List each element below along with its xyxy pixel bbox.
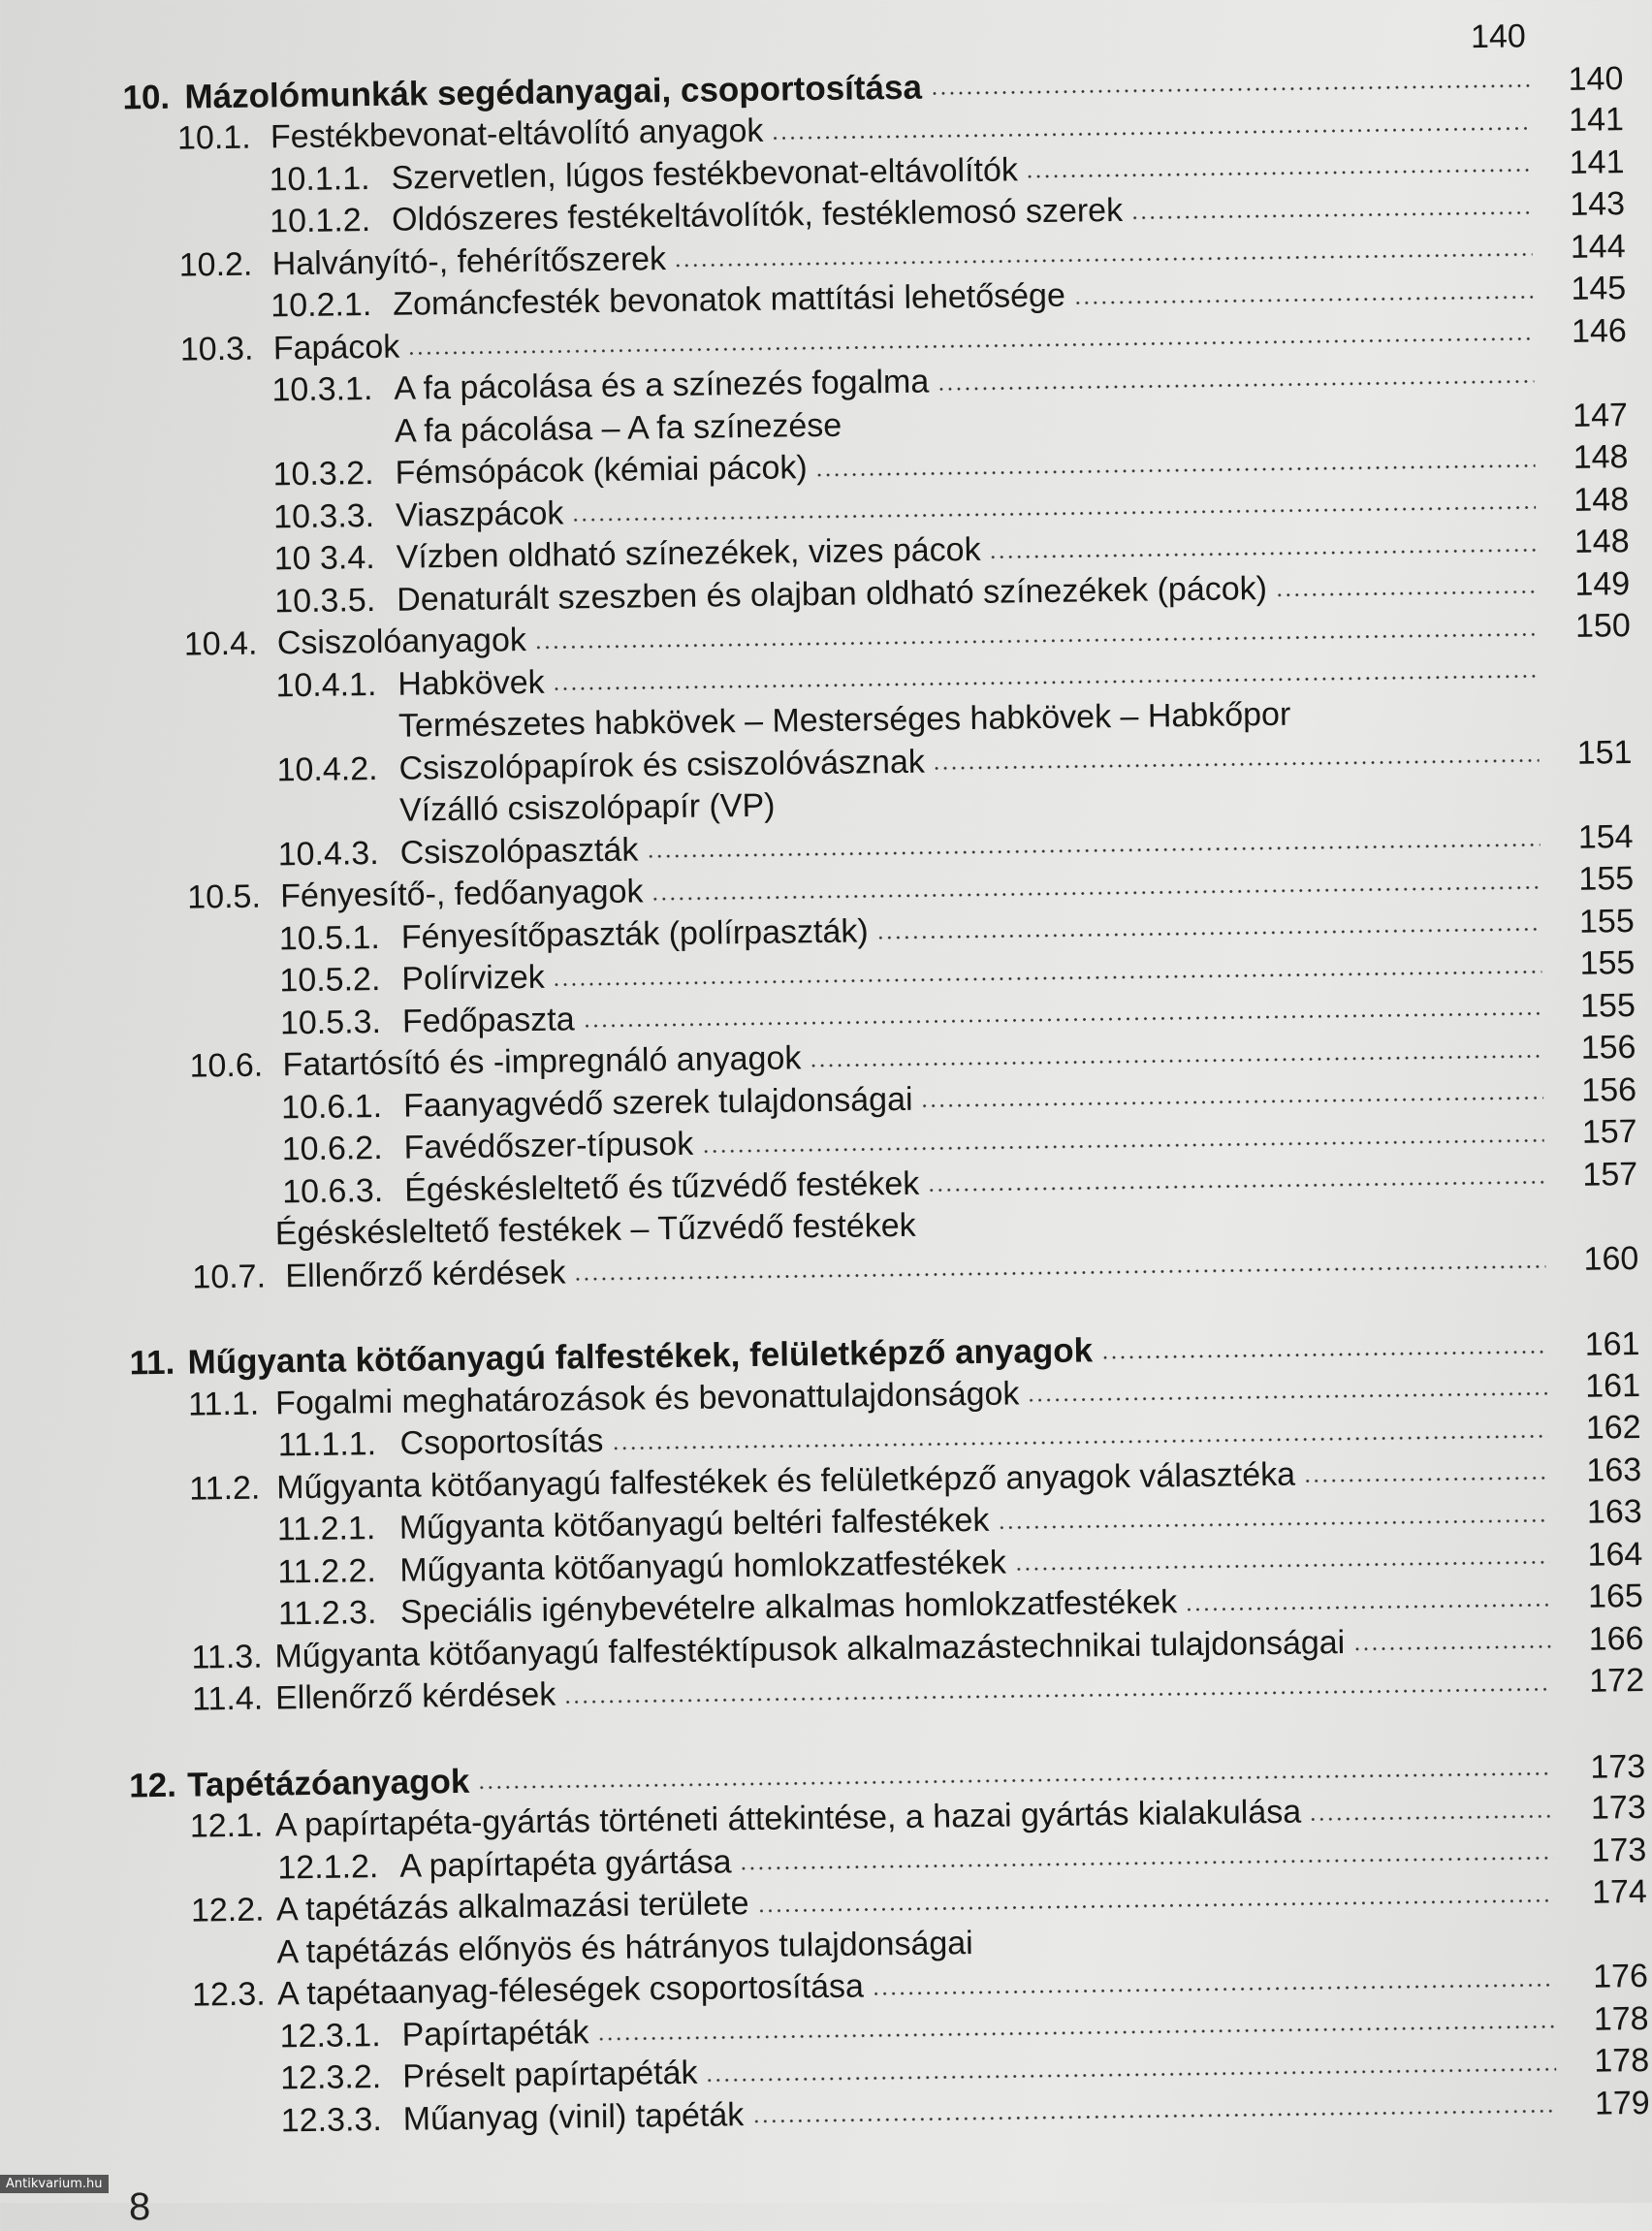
section-title: A tapétázás alkalmazási területe — [275, 1885, 749, 1928]
dot-leader — [1303, 1477, 1548, 1483]
page-ref: 147 — [1572, 396, 1629, 434]
section-title: Műgyanta kötőanyagú beltéri falfestékek — [398, 1501, 990, 1546]
dot-leader — [1309, 1814, 1553, 1821]
section-title: Polírvizek — [401, 958, 545, 998]
section-number: 10.5.2. — [279, 960, 381, 1000]
page-ref: 173 — [1590, 1747, 1646, 1786]
section-number: 10.3.3. — [272, 496, 375, 535]
page-ref: 148 — [1573, 523, 1630, 560]
dot-leader — [989, 548, 1537, 558]
page-ref: 155 — [1579, 986, 1636, 1025]
dot-leader — [1027, 1392, 1547, 1403]
section-number: 10.4.3. — [277, 834, 379, 873]
section-number: 10.4.2. — [276, 749, 378, 788]
dot-leader — [553, 675, 1539, 691]
chapter-number: 12. — [128, 1766, 177, 1804]
section-number: 10.5.1. — [278, 918, 381, 957]
page-ref: 174 — [1591, 1872, 1648, 1911]
section-number: 10.5. — [187, 877, 262, 916]
page-ref: 163 — [1586, 1450, 1642, 1489]
section-number: 10.3. — [179, 330, 254, 368]
dot-leader — [477, 1771, 1552, 1790]
section-number: 10.1. — [176, 118, 251, 157]
dot-leader — [553, 970, 1542, 986]
section-number: 12.3.1. — [279, 2016, 381, 2055]
dot-leader — [930, 84, 1530, 96]
section-title: Faanyagvédő szerek tulajdonságai — [402, 1080, 913, 1125]
subentry-title: Vízálló csiszolópapír (VP) — [398, 786, 776, 829]
section-title: Favédőszer-típusok — [403, 1125, 694, 1166]
dot-leader — [872, 1983, 1555, 1995]
section-number: 12.3. — [191, 1975, 266, 2014]
section-number: 10.6.1. — [280, 1087, 383, 1126]
section-number: 10.3.5. — [274, 581, 376, 620]
page-ref: 156 — [1580, 1029, 1636, 1067]
section-title: Műanyag (vinil) tapéták — [402, 2095, 745, 2138]
section-number: 10.5.3. — [279, 1003, 382, 1041]
dot-leader — [757, 1898, 1554, 1913]
section-title: Csiszolópaszták — [399, 830, 639, 872]
page-ref: 173 — [1590, 1788, 1646, 1827]
dot-leader — [701, 1138, 1543, 1153]
section-number: 11.1.1. — [277, 1425, 377, 1464]
dot-leader — [1352, 1644, 1550, 1651]
section-title: Papírtapéták — [401, 2013, 589, 2054]
dot-leader — [674, 253, 1533, 269]
dot-leader — [583, 1012, 1542, 1029]
section-title: Égéskésleltető és tűzvédő festékek — [403, 1164, 920, 1209]
subentry-title: A fa pácolása – A fa színezése — [394, 406, 842, 450]
section-number: 12.1. — [189, 1806, 264, 1845]
page-ref: 166 — [1588, 1619, 1644, 1658]
chapter-number: 10. — [122, 78, 171, 116]
section-title: Fényesítőpaszták (polírpaszták) — [400, 911, 869, 956]
section-number: 11.1. — [187, 1385, 260, 1423]
dot-leader — [815, 463, 1536, 477]
page-ref: 162 — [1585, 1409, 1641, 1447]
dot-leader — [407, 337, 1534, 356]
dot-leader — [646, 844, 1540, 859]
section-title: Viaszpácok — [395, 494, 564, 534]
page-ref: 157 — [1582, 1155, 1638, 1194]
section-title: Oldószeres festékeltávolítók, festéklemosó szerek — [391, 191, 1124, 239]
page-ref: 161 — [1585, 1366, 1641, 1405]
section-title: Vízben oldható színezékek, vizes pácok — [396, 530, 981, 576]
section-number: 10.7. — [192, 1258, 267, 1296]
dot-leader — [651, 885, 1541, 901]
section-title: Csoportosítás — [399, 1422, 604, 1462]
page-ref: 141 — [1569, 143, 1625, 181]
page-ref: 149 — [1574, 564, 1631, 603]
page-ref: 144 — [1570, 227, 1626, 266]
subentry-title: Természetes habkövek – Mesterséges habkövek – Habkőpor — [397, 695, 1291, 745]
section-title: Speciális igénybevételre alkalmas homlokzatfestékek — [399, 1583, 1178, 1631]
page-ref: 156 — [1581, 1070, 1637, 1109]
dot-leader — [563, 1687, 1551, 1704]
section-number: 10.3.1. — [271, 370, 373, 409]
dot-leader — [571, 506, 1536, 523]
page-number: 8 — [128, 2185, 151, 2229]
section-title: Ellenőrző kérdések — [274, 1675, 556, 1717]
section-number: 10.4.1. — [275, 665, 377, 704]
dot-leader — [706, 2067, 1557, 2082]
page-ref: 143 — [1570, 185, 1626, 223]
table-of-contents — [0, 15, 1652, 2146]
section-number: 12.3.3. — [280, 2100, 383, 2139]
section-title: Habkövek — [397, 663, 545, 703]
page-ref: 140 — [1568, 59, 1624, 98]
subentry-title: A tapétázás előnyös és hátrányos tulajdonságai — [276, 1924, 973, 1970]
chapter-title: Tapétázóanyagok — [186, 1762, 470, 1804]
dot-leader — [740, 1856, 1554, 1870]
section-number: 11.3. — [191, 1638, 263, 1676]
section-number: 10.2.1. — [270, 286, 372, 325]
chapter-number: 11. — [129, 1343, 175, 1383]
dot-leader — [534, 632, 1538, 650]
dot-leader — [1130, 210, 1532, 219]
section-title: Műgyanta kötőanyagú falfestékek és felületképző anyagok választéka — [275, 1455, 1296, 1506]
dot-leader — [596, 2024, 1555, 2041]
dot-leader — [1026, 169, 1532, 179]
page-ref: 160 — [1583, 1239, 1639, 1278]
dot-leader — [1073, 295, 1533, 304]
subentry-title: Égéskésleltető festékek – Tűzvédő festékek — [274, 1206, 916, 1253]
dot-leader — [771, 126, 1531, 140]
section-number: 10.2. — [178, 245, 253, 284]
section-title: Fapácok — [272, 328, 400, 367]
dot-leader — [1100, 1350, 1546, 1359]
section-number: 11.2. — [188, 1469, 261, 1508]
page-ref: 179 — [1594, 2084, 1650, 2122]
dot-leader — [751, 2109, 1556, 2123]
page-ref: 148 — [1573, 438, 1629, 476]
dot-leader — [1014, 1560, 1549, 1571]
page-ref: 173 — [1591, 1831, 1647, 1869]
page-ref: 140 — [1470, 17, 1527, 56]
page-ref: 172 — [1588, 1661, 1645, 1700]
section-number: 10.1.1. — [269, 159, 370, 198]
page-ref: 157 — [1581, 1113, 1637, 1151]
page-ref: 161 — [1584, 1325, 1640, 1363]
section-title: Halványító-, fehérítőszerek — [271, 239, 667, 282]
dot-leader — [611, 1434, 1547, 1450]
watermark: Antikvarium.hu — [0, 2175, 109, 2193]
section-number: 11.4. — [191, 1679, 264, 1718]
section-title: Műgyanta kötőanyagú homlokzatfestékek — [399, 1544, 1007, 1589]
section-title: A papírtapéta-gyártás történeti áttekintése, a hazai gyártás kialakulása — [274, 1793, 1302, 1844]
section-number: 12.2. — [190, 1891, 265, 1929]
section-number: 11.2.2. — [277, 1551, 377, 1590]
dot-leader — [574, 1265, 1546, 1282]
page-ref: 155 — [1578, 902, 1635, 940]
page-ref: 155 — [1578, 860, 1635, 898]
dot-leader — [1185, 1603, 1550, 1611]
section-title: Csiszolópapírok és csiszolóvásznak — [398, 743, 926, 787]
section-title: Ellenőrző kérdések — [285, 1254, 566, 1294]
section-title: Préselt papírtapéták — [401, 2054, 698, 2095]
section-title: Fényesítő-, fedőanyagok — [280, 873, 644, 915]
page-ref: 145 — [1571, 270, 1627, 307]
page-ref: 154 — [1577, 817, 1634, 856]
section-number: 11.2.1. — [276, 1510, 376, 1548]
section-number: 12.1.2. — [277, 1847, 379, 1886]
page-ref: 148 — [1573, 480, 1630, 519]
page-ref: 155 — [1579, 944, 1636, 982]
page-ref: 163 — [1586, 1492, 1642, 1531]
dot-leader — [933, 759, 1540, 771]
section-number: 10.6.2. — [281, 1129, 383, 1168]
chapter-title: Mázolómunkák segédanyagai, csoportosítása — [184, 68, 923, 116]
section-title: Fedőpaszta — [401, 1000, 575, 1040]
page-ref: 178 — [1593, 1999, 1649, 2038]
page-ref: 164 — [1587, 1535, 1643, 1574]
page-ref: 146 — [1571, 311, 1627, 350]
section-number: 11.2.3. — [277, 1594, 377, 1633]
page-ref: 141 — [1568, 101, 1625, 139]
page-ref: 150 — [1574, 607, 1631, 645]
section-title: Fémsópácok (kémiai pácok) — [395, 449, 808, 492]
page-ref: 176 — [1592, 1957, 1649, 1995]
dot-leader — [876, 928, 1541, 940]
section-number: 12.3.2. — [279, 2058, 382, 2097]
section-number: 10.3.2. — [272, 455, 374, 494]
section-title: Fatartósító és -impregnáló anyagok — [282, 1039, 802, 1084]
section-title: A papírtapéta gyártása — [399, 1842, 732, 1885]
section-number: 10.4. — [183, 624, 258, 663]
dot-leader — [937, 379, 1534, 391]
dot-leader — [1275, 590, 1537, 598]
section-number: 10.1.2. — [269, 202, 371, 240]
dot-leader — [809, 1054, 1542, 1068]
section-title: Zománcfesték bevonatok mattítási lehetősége — [393, 276, 1066, 323]
section-number: 10 3.4. — [273, 539, 375, 578]
section-title: Csiszolóanyagok — [276, 621, 527, 662]
section-title: Festékbevonat-eltávolító anyagok — [270, 112, 764, 156]
section-title: Műgyanta kötőanyagú falfestéktípusok alkalmazástechnikai tulajdonságai — [274, 1623, 1346, 1674]
chapter-title: Műgyanta kötőanyagú falfestékek, felületképző anyagok — [187, 1331, 1094, 1382]
section-title: Denaturált szeszben és olajban oldható színezékek (pácok) — [397, 569, 1268, 619]
dot-leader — [921, 1097, 1544, 1108]
dot-leader — [927, 1181, 1544, 1193]
section-number: 10.6. — [189, 1046, 264, 1085]
section-number: 10.6.3. — [281, 1171, 384, 1210]
dot-leader — [997, 1518, 1548, 1529]
page-ref: 178 — [1594, 2041, 1650, 2080]
section-title: Fogalmi meghatározások és bevonattulajdonságok — [274, 1374, 1020, 1421]
section-title: A fa pácolása és a színezés fogalma — [394, 363, 930, 407]
section-title: A tapétaanyag-féleségek csoportosítása — [276, 1967, 865, 2013]
page-ref: 151 — [1576, 733, 1633, 772]
page-ref: 165 — [1587, 1577, 1644, 1615]
section-title: Szervetlen, lúgos festékbevonat-eltávolítók — [391, 150, 1019, 197]
